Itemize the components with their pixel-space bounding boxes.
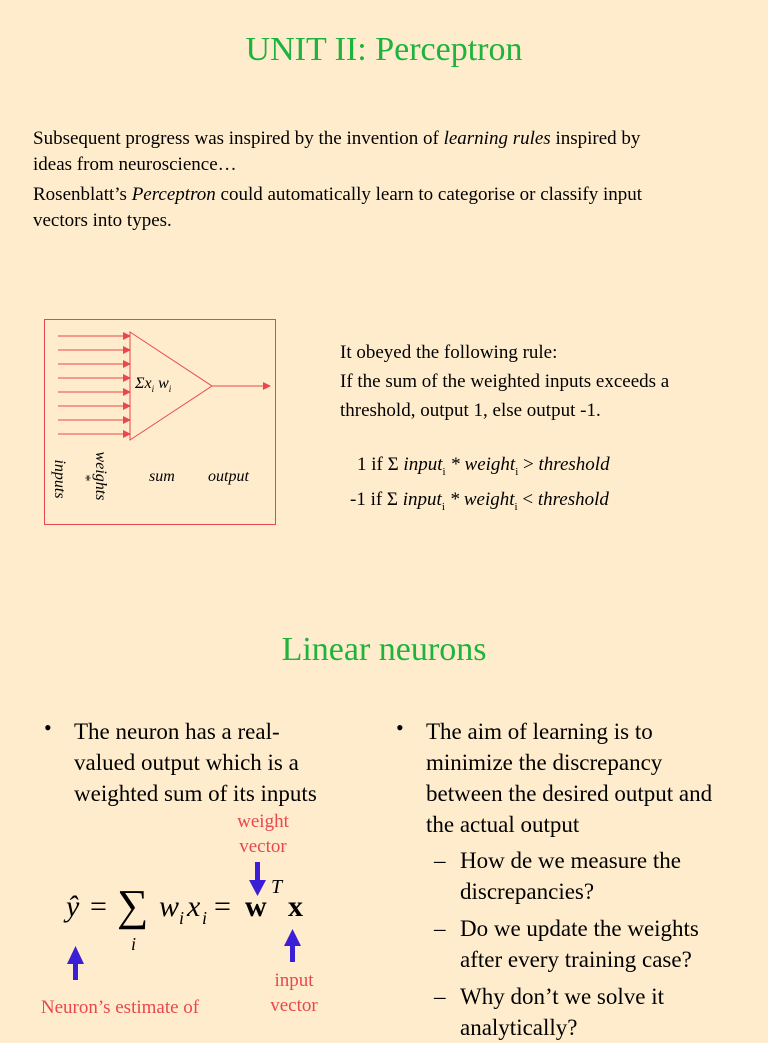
input-vector-label: input vector <box>270 970 318 1016</box>
estimate-label: Neuron’s estimate of <box>40 997 200 1018</box>
rule-description: If the sum of the weighted inputs exceeds a threshold, output 1, else output -1. <box>340 371 670 421</box>
sub-bullet-measure: – How de we measure the discrepancies? <box>434 848 681 904</box>
label-weights: weights <box>92 451 109 501</box>
bullet-marker: • <box>44 715 52 740</box>
label-sum: sum <box>149 468 175 485</box>
perceptron-paragraph: Rosenblatt’s Perceptron could automatically learn to categorise or classify input vectors into types. <box>33 184 643 231</box>
sub-bullet-analytic: – Why don’t we solve it analytically? <box>434 984 664 1040</box>
slide1-title: UNIT II: Perceptron <box>245 31 523 68</box>
rule-formula-negative: -1 if Σ input$_i$ * weight$_i$ < threshold <box>350 489 609 513</box>
label-inputs: inputs <box>51 459 68 499</box>
label-star: * <box>77 474 93 482</box>
rule-formula-positive: 1 if Σ input$_i$ * weight$_i$ > threshold <box>357 454 610 478</box>
sum-expression: $\Sigma x_i$ $w_i$ <box>135 375 172 395</box>
linear-neuron-equation: ŷ = ∑ i w i x i = w T x <box>66 876 303 954</box>
left-bullet: • The neuron has a real- valued output which is a weighted sum of its inputs <box>74 716 374 809</box>
right-bullet: • The aim of learning is to minimize the discrepancy between the desired output and the actual output <box>426 716 766 840</box>
bullet-marker: • <box>396 715 404 740</box>
sub-bullet-update: – Do we update the weights after every training case? <box>434 916 699 972</box>
label-output: output <box>208 468 249 485</box>
rule-intro: It obeyed the following rule: <box>340 342 558 363</box>
intro-paragraph: Subsequent progress was inspired by the invention of learning rules inspired by ideas from neuroscience… <box>33 128 641 175</box>
weight-vector-label: weight vector <box>237 811 289 857</box>
slide2-title: Linear neurons <box>281 631 487 668</box>
